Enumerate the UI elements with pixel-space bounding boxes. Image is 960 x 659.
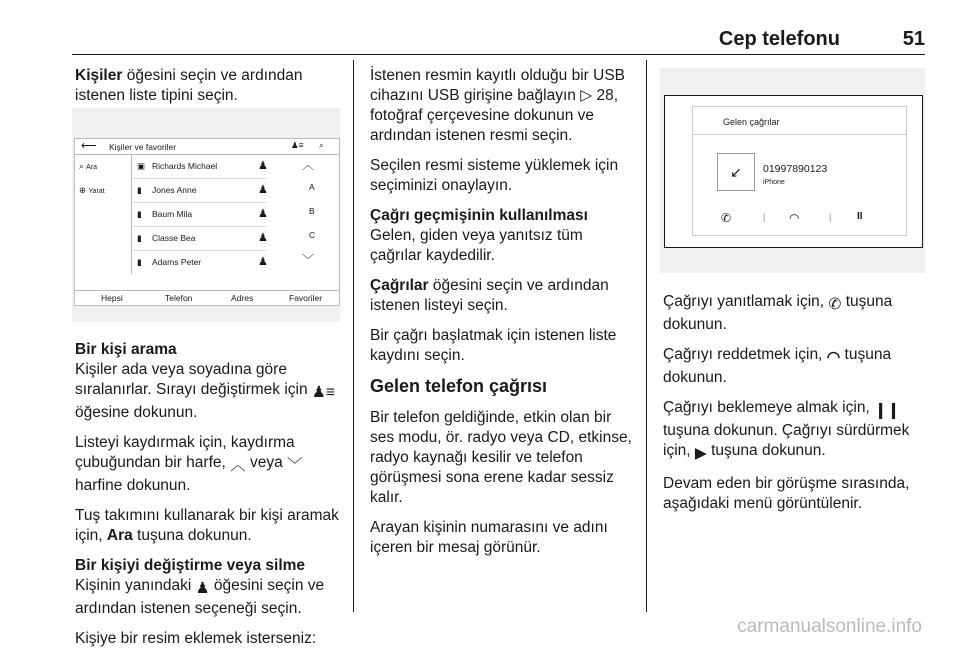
column-2 [370,66,638,568]
tab-favorites[interactable]: Favoriler [289,293,323,303]
person-icon: ♟ [195,580,210,597]
paragraph: Tuş takımını kullanarak bir kişi aramak için, Ara tuşuna dokunun. [75,507,339,544]
incoming-call-panel [692,106,907,236]
caller-device: iPhone [763,179,785,186]
letter-scrollbar[interactable] [280,155,338,274]
incoming-call-title: Gelen çağrılar [723,117,780,127]
contact-row[interactable]: ▣ Richards Michael ♟ [132,155,267,179]
phone-icon: ▮ [137,233,142,243]
create-side-button[interactable]: ⊕ Yarat [79,185,105,195]
incoming-call-icon: ↙ [730,164,742,180]
contact-row[interactable]: ▮ Jones Anne ♟ [132,179,267,203]
incoming-call-screen [664,95,923,248]
caller-number: 01997890123 [763,163,828,175]
contact-row[interactable]: ▮ Classe Bea ♟ [132,227,267,251]
person-icon[interactable]: ♟ [258,208,268,220]
contacts-title-bar [75,139,339,155]
chevron-up-icon: ︿ [230,457,246,474]
column-divider [353,60,354,612]
person-icon[interactable]: ♟ [258,256,268,268]
phone-icon: ▮ [137,185,142,195]
chevron-down-icon[interactable]: ﹀ [302,253,315,267]
letter-c[interactable]: C [309,230,316,240]
search-icon[interactable]: ⌕ [319,140,324,150]
pause-icon: ❙❙ [874,402,901,419]
section-heading: Bir kişiyi değiştirme veya silme [75,557,306,574]
person-icon[interactable]: ♟ [258,160,268,172]
page-number: 51 [902,28,925,50]
paragraph: Çağrıyı reddetmek için, ◠ tuşuna dokunun. [663,346,892,386]
paragraph: Bir telefon geldiğinde, etkin olan bir ses modu, ör. radyo veya CD, etkinse, radyo kaynağı kesilir ve telefon görüşmesi sona erene kadar sessiz kalır. [370,409,632,506]
section-heading: Bir kişi arama [75,341,177,358]
contact-card-icon: ▣ [137,161,146,171]
header-rule [72,54,925,55]
page-ref-arrow-icon: ▷ [580,87,597,104]
contact-row[interactable]: ▮ Baum Mila ♟ [132,203,267,227]
chevron-up-icon[interactable]: ︿ [302,158,315,172]
person-icon[interactable]: ♟ [258,232,268,244]
paragraph: Gelen, giden veya yanıtsız tüm çağrılar kaydedilir. [370,227,583,264]
paragraph: Çağrıyı yanıtlamak için, ✆ tuşuna dokunun. [663,293,893,333]
answer-call-icon[interactable]: ✆ [721,211,732,225]
contacts-title: Kişiler ve favoriler [109,142,177,152]
paragraph: Çağrıyı beklemeye almak için, ❙❙ tuşuna dokunun. Çağrıyı sürdürmek için, ▶ tuşuna dokunun. [663,399,910,462]
section-heading: Gelen telefon çağrısı [370,376,548,396]
paragraph: Kişiler ada veya soyadına göre sıralanırlar. Sırayı değiştirmek için ♟≡ öğesine dokunun. [75,361,335,421]
page-title: Cep telefonu [718,28,840,50]
reject-call-icon[interactable]: ◠ [789,211,800,225]
person-icon[interactable]: ♟ [258,184,268,196]
sort-icon: ♟≡ [311,384,335,401]
sort-icon[interactable]: ♟≡ [291,140,304,150]
search-side-button[interactable]: ⌕ Ara [79,161,98,171]
paragraph: Bir çağrı başlatmak için istenen liste kaydını seçin. [370,327,617,364]
paragraph: Seçilen resmi sisteme yüklemek için seçiminizi onaylayın. [370,157,619,194]
contact-row[interactable]: ▮ Adams Peter ♟ [137,256,268,268]
title-rule [693,134,906,135]
phone-icon: ✆ [828,296,842,313]
paragraph: Devam eden bir görüşme sırasında, aşağıdaki menü görüntülenir. [663,475,910,512]
incoming-call-screenshot [660,68,925,273]
paragraph: Kişiye bir resim eklemek isterseniz: [75,630,317,647]
hold-call-icon[interactable]: II [857,211,863,222]
paragraph: Kişinin yanındaki ♟ öğesini seçin ve ardından istenen seçeneği seçin. [75,577,325,617]
paragraph: İstenen resmin kayıtlı olduğu bir USB cihazını USB girişine bağlayın ▷ 28, fotoğraf çerçevesine dokunun ve ardından istenen resmi seçin. [370,67,626,144]
separator: | [829,212,832,222]
paragraph: Arayan kişinin numarasını ve adını içeren bir mesaj görünür. [370,519,608,556]
watermark: carmanualsonline.info [737,616,922,637]
section-heading: Çağrı geçmişinin kullanılması [370,207,588,224]
contacts-tab-bar [75,290,339,305]
letter-b[interactable]: B [309,206,315,216]
paragraph: Listeyi kaydırmak için, kaydırma çubuğundan bir harfe, ︿ veya ﹀ harfine dokunun. [75,434,303,494]
caller-avatar [717,153,755,191]
column-divider [646,60,647,612]
hang-up-icon: ◠ [826,349,841,366]
letter-a[interactable]: A [309,182,315,192]
intro-paragraph: Kişiler öğesini seçin ve ardından istenen liste tipini seçin. [75,67,303,104]
paragraph: Çağrılar öğesini seçin ve ardından istenen listeyi seçin. [370,277,609,314]
contacts-sidebar [75,155,132,274]
column-3 [663,292,928,524]
separator: | [763,212,766,222]
phone-icon: ▮ [137,257,142,267]
tab-all[interactable]: Hepsi [101,293,123,303]
back-arrow-icon[interactable]: ⟵ [81,140,97,152]
contacts-screenshot [72,108,340,322]
phone-icon: ▮ [137,209,142,219]
play-icon: ▶ [694,445,707,462]
column-1-lower [75,340,347,659]
tab-phone[interactable]: Telefon [165,293,193,303]
chevron-down-icon: ﹀ [287,457,303,474]
tab-address[interactable]: Adres [231,293,254,303]
contacts-screen [74,138,340,306]
